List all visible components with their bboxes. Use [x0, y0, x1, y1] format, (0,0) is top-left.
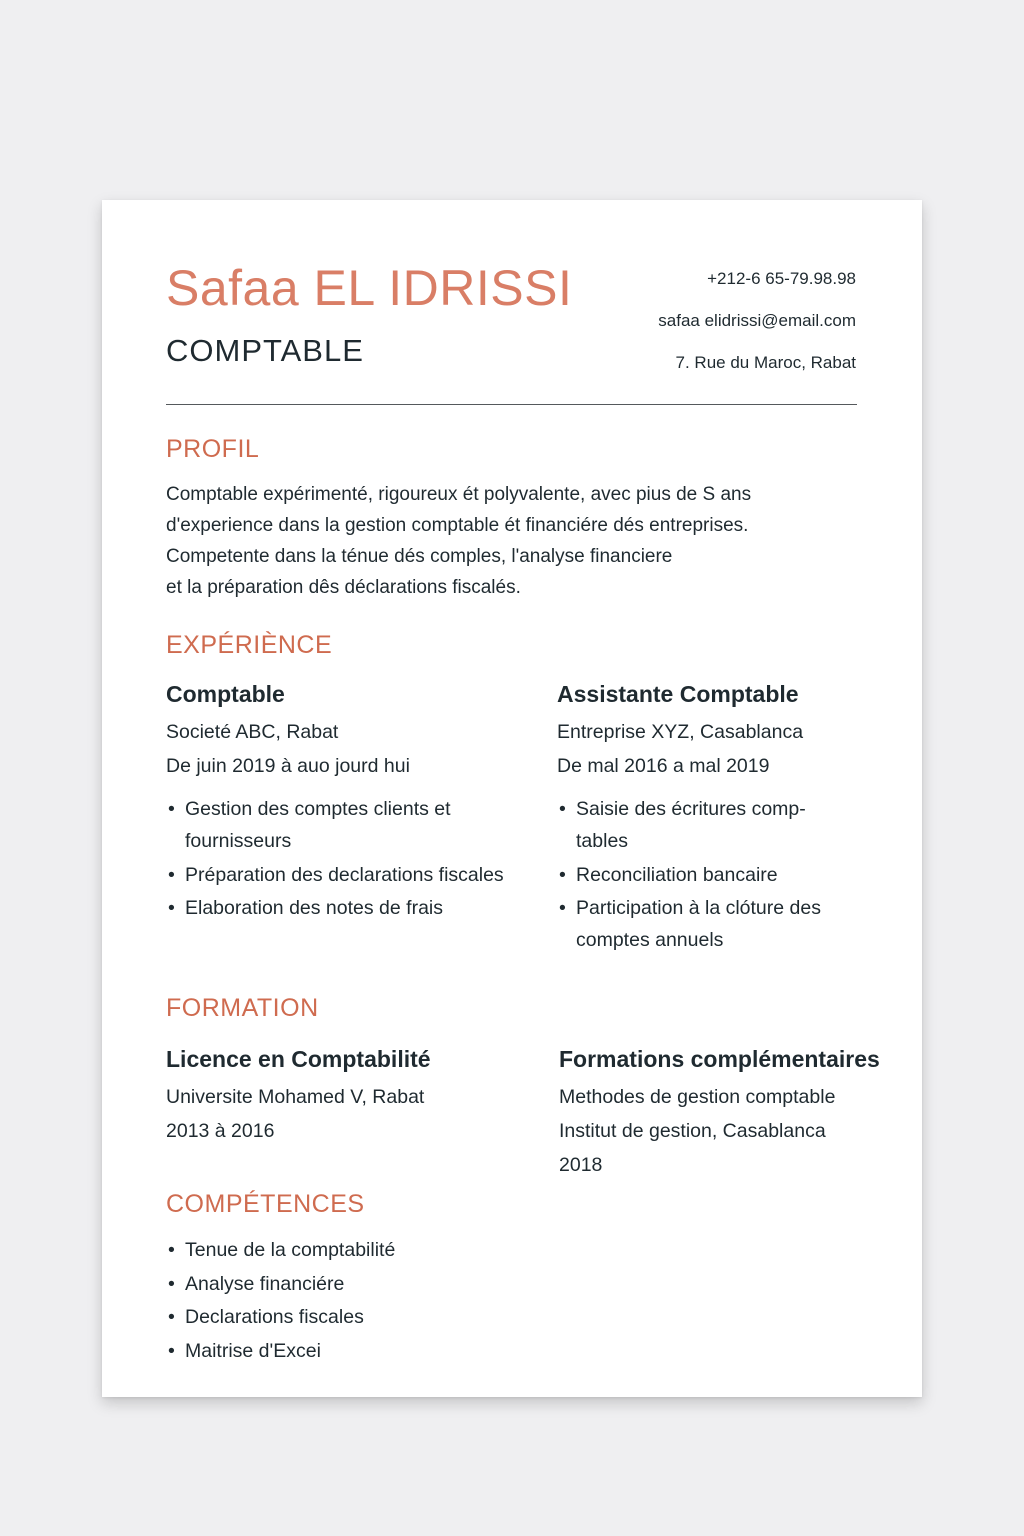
experience-bullets	[166, 793, 516, 924]
profile-line: Competente dans la ténue dés comples, l'analyse financiere	[166, 546, 673, 567]
experience-bullet: • Elaboration des notes de frais	[166, 892, 516, 924]
experience-bullet: • Gestion des comptes clients et fournisseurs	[166, 793, 516, 857]
experience-company: Entreprise XYZ, Casablanca	[557, 721, 804, 743]
bullet-icon: •	[559, 897, 566, 919]
profile-line: d'experience dans la gestion comptable ét financiére dés entreprises.	[166, 515, 749, 536]
formation-line: 2018	[559, 1154, 603, 1176]
bullet-icon: •	[168, 1239, 175, 1261]
section-title-profile: PROFIL	[166, 435, 260, 463]
skill-item: • Analyse financiére	[166, 1268, 566, 1300]
skill-item: • Maitrise d'Excei	[166, 1335, 566, 1367]
skill-item: • Declarations fiscales	[166, 1301, 566, 1333]
skill-item: • Tenue de la comptabilité	[166, 1234, 566, 1266]
job-title-heading: COMPTABLE	[166, 333, 364, 368]
bullet-icon: •	[168, 1272, 175, 1295]
email-address: safaa elidrissi@email.com	[658, 311, 856, 330]
bullet-icon: •	[168, 897, 175, 919]
section-title-experience: EXPÉRIÈNCE	[166, 631, 333, 659]
formation-line: 2013 à 2016	[166, 1120, 275, 1142]
experience-item-1	[166, 679, 516, 926]
profile-line: Comptable expérimenté, rigoureux ét polyvalente, avec pius de S ans	[166, 484, 752, 505]
experience-bullet: • Saisie des écritures comp- tables	[557, 793, 857, 857]
formation-title: Formations complémentaires	[559, 1046, 880, 1072]
formation-line: Universite Mohamed V, Rabat	[166, 1086, 425, 1108]
bullet-icon: •	[168, 1306, 175, 1328]
formation-line: Methodes de gestion comptable	[559, 1086, 836, 1108]
bullet-icon: •	[559, 798, 566, 820]
profile-paragraph	[166, 479, 866, 603]
section-title-skills: COMPÉTENCES	[166, 1190, 365, 1218]
experience-bullet: • Reconciliation bancaire	[557, 859, 857, 891]
experience-bullets	[557, 793, 857, 956]
contact-block	[658, 268, 856, 394]
profile-line: et la préparation dês déclarations fiscalés.	[166, 577, 521, 598]
experience-dates: De juin 2019 à auo jourd hui	[166, 755, 410, 777]
candidate-name: Safaa EL IDRISSI	[166, 260, 573, 316]
postal-address: 7. Rue du Maroc, Rabat	[675, 353, 856, 372]
formation-item-1	[166, 1044, 526, 1148]
experience-job-title: Assistante Comptable	[557, 681, 799, 707]
phone-number: +212-6 65-79.98.98	[707, 269, 856, 288]
bullet-icon: •	[168, 1339, 175, 1362]
formation-item-2	[559, 1044, 917, 1182]
experience-bullet: • Préparation des declarations fiscales	[166, 859, 516, 891]
bullet-icon: •	[559, 863, 566, 886]
section-title-formation: FORMATION	[166, 994, 319, 1022]
header-divider	[166, 404, 857, 405]
experience-dates: De mal 2016 a mal 2019	[557, 755, 770, 777]
experience-bullet: • Participation à la clóture des comptes annuels	[557, 892, 857, 956]
bullet-icon: •	[168, 863, 175, 886]
formation-title: Licence en Comptabilité	[166, 1046, 431, 1072]
resume-sheet	[102, 200, 922, 1397]
experience-item-2	[557, 679, 857, 958]
experience-company: Societé ABC, Rabat	[166, 721, 339, 743]
bullet-icon: •	[168, 798, 175, 820]
formation-line: Institut de gestion, Casablanca	[559, 1120, 826, 1142]
skills-list	[166, 1234, 566, 1368]
experience-job-title: Comptable	[166, 681, 285, 707]
